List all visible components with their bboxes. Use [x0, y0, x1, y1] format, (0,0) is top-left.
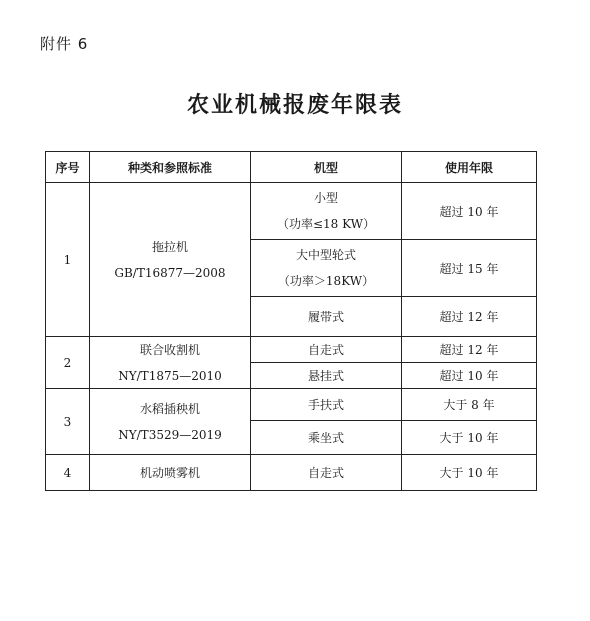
- group-4-category: 机动喷雾机: [90, 455, 251, 491]
- scrap-years-table: [45, 151, 537, 491]
- model-note: （功率≤18 KW）: [276, 217, 375, 231]
- group-2-category-name: 联合收割机: [139, 342, 200, 357]
- group-1-row-3-model: 履带式: [251, 297, 402, 337]
- group-2-row-2-model: 悬挂式: [251, 363, 402, 389]
- group-3-row-2-model: 乘坐式: [251, 421, 402, 455]
- group-3-category: [90, 389, 251, 455]
- group-3-row-1-model: 手扶式: [251, 389, 402, 421]
- table-row: [46, 455, 537, 491]
- group-1-index: 1: [46, 183, 90, 337]
- attachment-label: 附件 6: [40, 35, 89, 53]
- group-1-row-2-years: 超过 15 年: [402, 240, 537, 297]
- group-1-category: [90, 183, 251, 337]
- header-years: 使用年限: [402, 152, 537, 183]
- group-3-category-name: 水稻插秧机: [139, 401, 200, 416]
- model-note: （功率＞18KW）: [277, 274, 375, 288]
- header-index: 序号: [46, 152, 90, 183]
- group-2-row-1-model: 自走式: [251, 337, 402, 363]
- model-name: 小型: [313, 191, 338, 205]
- group-2-index: 2: [46, 337, 90, 389]
- group-1-row-3-years: 超过 12 年: [402, 297, 537, 337]
- group-3-row-2-years: 大于 10 年: [402, 421, 537, 455]
- table-row: [46, 337, 537, 363]
- document-title: 农业机械报废年限表: [186, 93, 403, 118]
- group-1-row-2-model: [251, 240, 402, 297]
- header-category: 种类和参照标准: [90, 152, 251, 183]
- group-1-category-name: 拖拉机: [151, 239, 188, 254]
- group-2-row-1-years: 超过 12 年: [402, 337, 537, 363]
- model-name: 大中型轮式: [295, 248, 356, 262]
- header-model: 机型: [251, 152, 402, 183]
- group-3-row-1-years: 大于 8 年: [402, 389, 537, 421]
- group-4-index: 4: [46, 455, 90, 491]
- group-3-standard: NY/T3529—2019: [118, 427, 222, 442]
- group-2-category: [90, 337, 251, 389]
- group-4-row-1-years: 大于 10 年: [402, 455, 537, 491]
- table-row: [46, 183, 537, 240]
- group-4-row-1-model: 自走式: [251, 455, 402, 491]
- group-1-standard: GB/T16877—2008: [114, 265, 226, 280]
- group-1-row-1-model: [251, 183, 402, 240]
- group-2-standard: NY/T1875—2010: [118, 368, 222, 383]
- group-1-row-1-years: 超过 10 年: [402, 183, 537, 240]
- table-header-row: [46, 152, 537, 183]
- group-2-row-2-years: 超过 10 年: [402, 363, 537, 389]
- table-row: [46, 389, 537, 421]
- group-3-index: 3: [46, 389, 90, 455]
